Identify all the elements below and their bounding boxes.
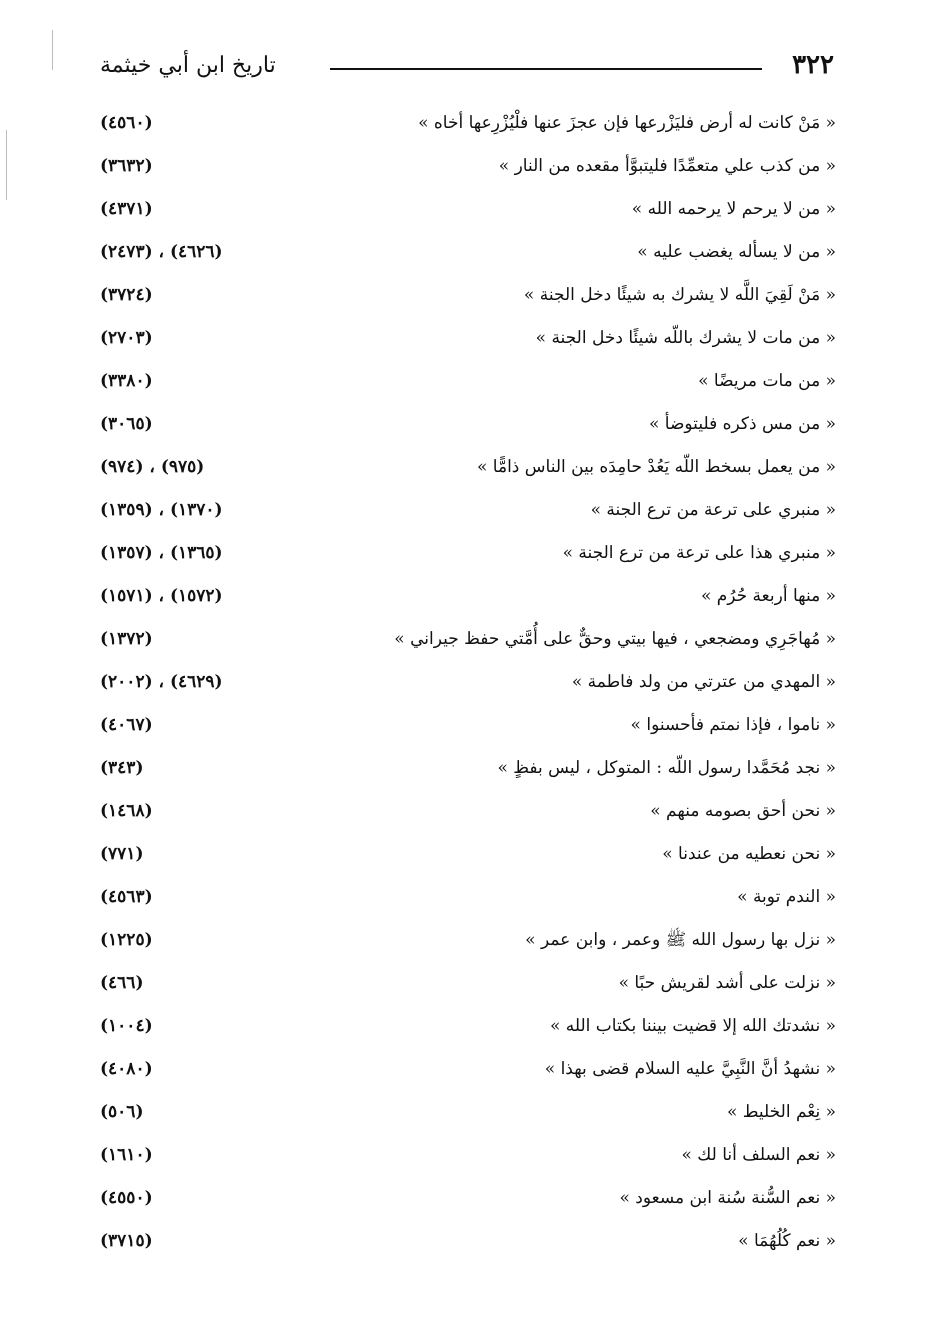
index-entry <box>100 403 836 446</box>
index-entry <box>100 790 836 833</box>
header-rule <box>330 68 762 70</box>
hadith-text: « منها أربعة حُرُم » <box>700 586 836 606</box>
hadith-references: (٣٠٦٥) <box>100 414 153 434</box>
hadith-references: (١٥٧١) ، (١٥٧٢) <box>100 586 223 606</box>
hadith-references: (٤٥٥٠) <box>100 1188 153 1208</box>
index-entry <box>100 704 836 747</box>
hadith-references: (٢٤٧٣) ، (٤٦٢٦) <box>100 242 223 262</box>
hadith-text: « من لا يرحم لا يرحمه الله » <box>631 199 836 219</box>
hadith-references: (٣٣٨٠) <box>100 371 153 391</box>
index-entry <box>100 102 836 145</box>
hadith-text: « نزل بها رسول الله ﷺ وعمر ، وابن عمر » <box>525 930 836 950</box>
index-entry <box>100 274 836 317</box>
index-entry <box>100 833 836 876</box>
hadith-references: (٩٧٤) ، (٩٧٥) <box>100 457 205 477</box>
hadith-text: « من مس ذكره فليتوضأ » <box>648 414 836 434</box>
hadith-references: (١٤٦٨) <box>100 801 153 821</box>
hadith-references: (١٦١٠) <box>100 1145 153 1165</box>
hadith-references: (٤٣٧١) <box>100 199 153 219</box>
index-entry <box>100 575 836 618</box>
hadith-references: (٣٧٢٤) <box>100 285 153 305</box>
hadith-references: (١٣٥٩) ، (١٣٧٠) <box>100 500 223 520</box>
index-entry <box>100 1177 836 1220</box>
index-entry <box>100 532 836 575</box>
hadith-text: « نشدتك الله إلا قضيت بيننا بكتاب الله » <box>549 1016 836 1036</box>
hadith-text: « نحن أحق بصومه منهم » <box>650 801 836 821</box>
hadith-text: « من مات لا يشرك باللّه شيئًا دخل الجنة » <box>535 328 836 348</box>
hadith-references: (١٢٢٥) <box>100 930 153 950</box>
hadith-text: « مَنْ كانت له أرض فليَزْرعها فإن عجزَ عنها فلْيُزْرِعها أخاه » <box>418 113 836 133</box>
hadith-text: « منبري على ترعة من ترع الجنة » <box>590 500 836 520</box>
index-entry <box>100 1091 836 1134</box>
hadith-text: « منبري هذا على ترعة من ترع الجنة » <box>562 543 836 563</box>
hadith-index-list <box>100 102 836 1263</box>
hadith-references: (٣٦٣٢) <box>100 156 153 176</box>
hadith-text: « نعم كُلُهُمَا » <box>738 1231 836 1251</box>
hadith-text: « الندم توبة » <box>737 887 836 907</box>
page-header <box>100 44 834 94</box>
index-entry <box>100 962 836 1005</box>
index-entry <box>100 661 836 704</box>
hadith-text: « ناموا ، فإذا نمتم فأحسنوا » <box>630 715 836 735</box>
hadith-text: « مُهاجَرِي ومضجعي ، فيها بيتي وحقٌّ على أُمَّتي حفظ جيراني » <box>394 629 836 649</box>
hadith-text: « نجد مُحَمَّدا رسول اللّه : المتوكل ، ليس بفظٍ » <box>497 758 836 778</box>
hadith-text: « نعم السُّنة سُنة ابن مسعود » <box>619 1188 836 1208</box>
hadith-references: (٤٦٦) <box>100 973 144 993</box>
index-entry <box>100 618 836 661</box>
hadith-references: (٤٠٦٧) <box>100 715 153 735</box>
index-entry <box>100 360 836 403</box>
index-entry <box>100 317 836 360</box>
index-entry <box>100 919 836 962</box>
index-entry <box>100 489 836 532</box>
hadith-text: « نِعْم الخليط » <box>726 1102 836 1122</box>
index-entry <box>100 1048 836 1091</box>
index-entry <box>100 446 836 489</box>
index-entry <box>100 876 836 919</box>
hadith-text: « من يعمل بسخط اللّه يَعُدْ حامِدَه بين الناس ذامًّا » <box>476 457 836 477</box>
hadith-references: (١٣٧٢) <box>100 629 153 649</box>
hadith-references: (٣٤٣) <box>100 758 144 778</box>
hadith-references: (٢٠٠٢) ، (٤٦٢٩) <box>100 672 223 692</box>
index-entry <box>100 1005 836 1048</box>
hadith-references: (١٠٠٤) <box>100 1016 153 1036</box>
page-number: ٣٢٢ <box>792 50 834 80</box>
hadith-references: (٤٠٨٠) <box>100 1059 153 1079</box>
hadith-text: « من كذب علي متعمِّدًا فليتبوَّأ مقعده من النار » <box>498 156 836 176</box>
hadith-text: « نشهدُ أنَّ النَّبِيَّ عليه السلام قضى بهذا » <box>544 1059 836 1079</box>
index-entry <box>100 1134 836 1177</box>
hadith-text: « المهدي من عترتي من ولد فاطمة » <box>571 672 836 692</box>
hadith-text: « من مات مريضًا » <box>698 371 836 391</box>
index-entry <box>100 188 836 231</box>
index-entry <box>100 145 836 188</box>
hadith-text: « مَنْ لَقِيَ اللَّه لا يشرك به شيئًا دخل الجنة » <box>523 285 836 305</box>
hadith-text: « من لا يسأله يغضب عليه » <box>637 242 836 262</box>
book-title: تاريخ ابن أبي خيثمة <box>100 53 276 78</box>
hadith-references: (٤٥٦٣) <box>100 887 153 907</box>
hadith-references: (٧٧١) <box>100 844 144 864</box>
hadith-text: « نعم السلف أنا لك » <box>681 1145 836 1165</box>
scan-margin-line <box>6 130 7 200</box>
index-entry <box>100 231 836 274</box>
hadith-references: (٣٧١٥) <box>100 1231 153 1251</box>
hadith-references: (٢٧٠٣) <box>100 328 153 348</box>
scan-margin-line <box>52 30 53 70</box>
hadith-references: (٤٥٦٠) <box>100 113 153 133</box>
index-entry <box>100 747 836 790</box>
hadith-text: « نزلت على أشد لقريش حبًا » <box>618 973 836 993</box>
index-entry <box>100 1220 836 1263</box>
hadith-text: « نحن نعطيه من عندنا » <box>662 844 836 864</box>
hadith-references: (١٣٥٧) ، (١٣٦٥) <box>100 543 223 563</box>
hadith-references: (٥٠٦) <box>100 1102 144 1122</box>
